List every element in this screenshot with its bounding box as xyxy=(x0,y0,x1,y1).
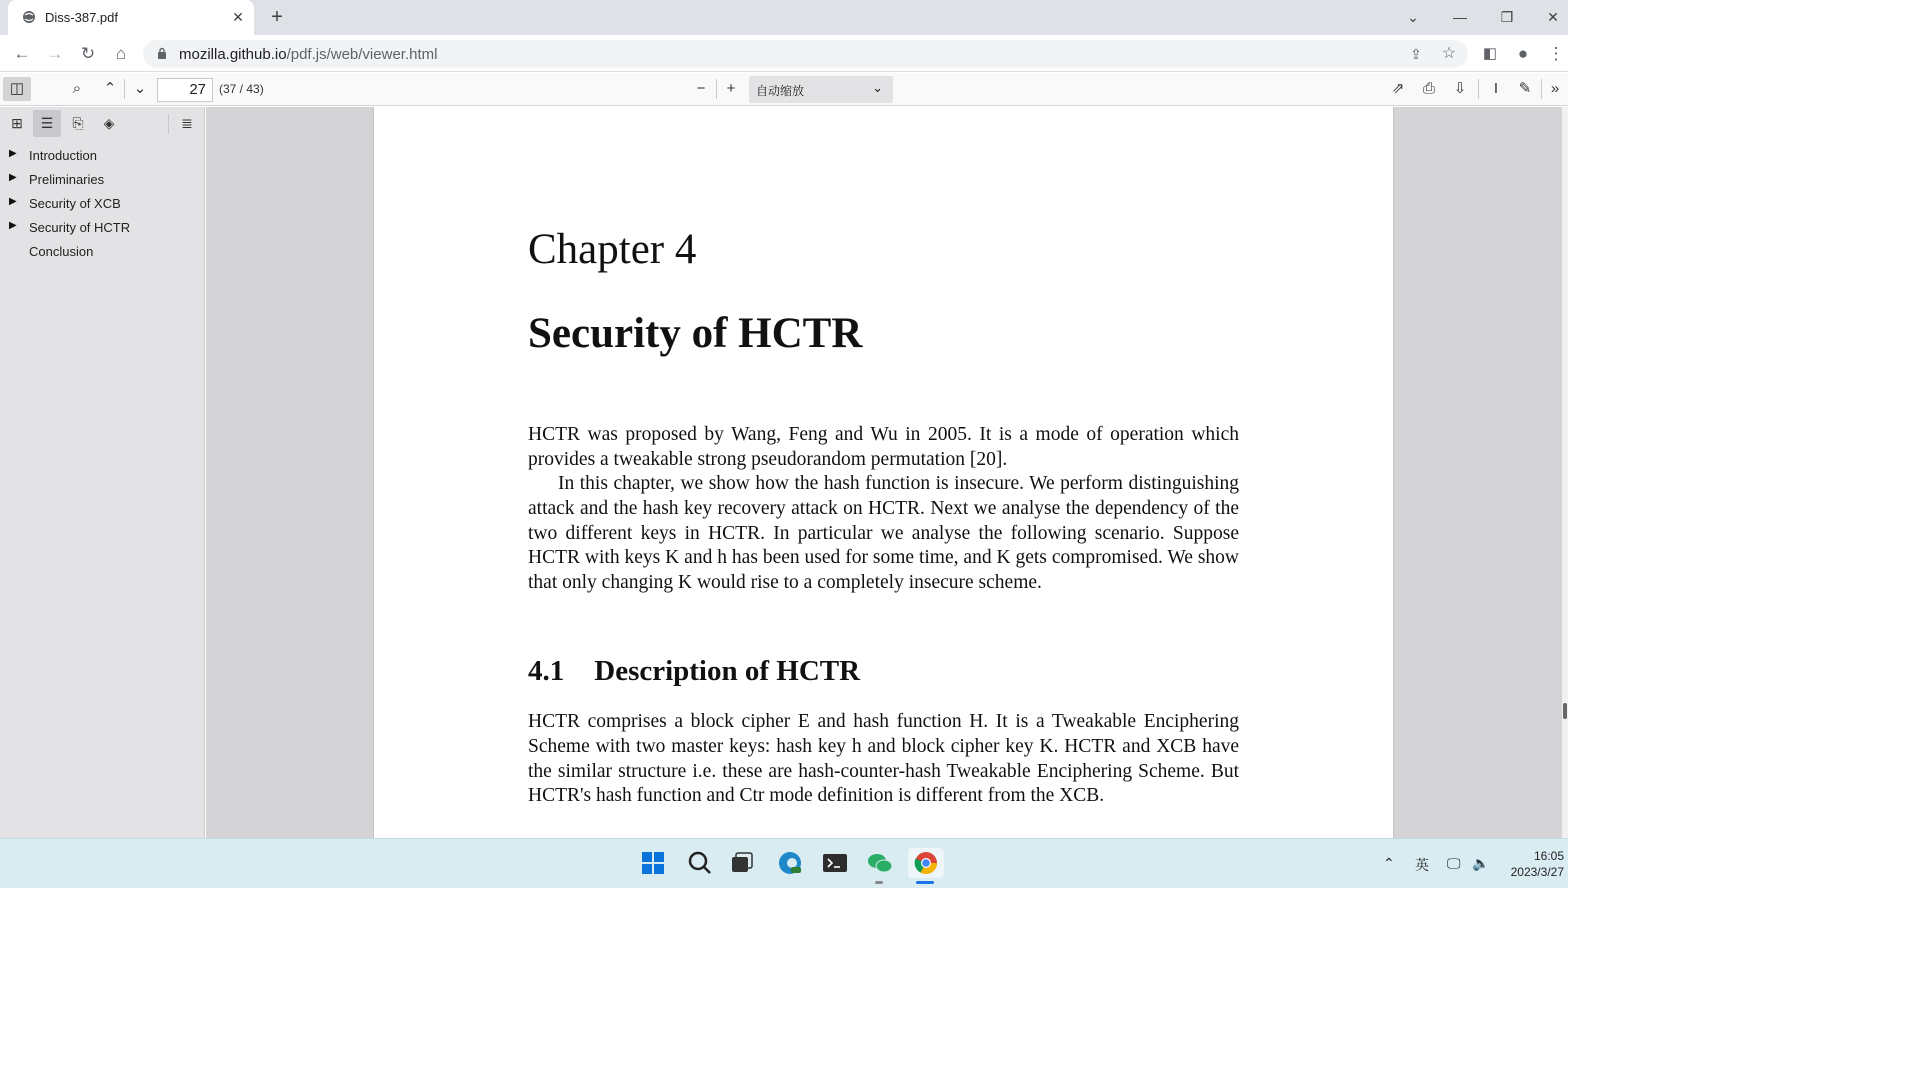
lock-icon xyxy=(157,47,167,60)
page-number-input[interactable]: 27 xyxy=(157,78,213,102)
description-paragraph: HCTR comprises a block cipher E and hash function H. It is a Tweakable Enciphering Scheme with two master keys: hash key h and block cipher key K. HCTR and XCB have the similar structure i.e. these are hash-counter-hash Tweakable Enciphering Scheme. But HCTR's hash function and Ctr mode definition is different from the XCB. xyxy=(528,711,1239,807)
tab-strip xyxy=(0,0,1568,35)
close-tab-icon[interactable]: ✕ xyxy=(232,9,244,25)
next-page-icon[interactable]: ⌄ xyxy=(133,80,147,97)
globe-icon xyxy=(22,10,36,24)
previous-page-icon[interactable]: ⌃ xyxy=(103,80,117,97)
back-arrow-icon[interactable]: ← xyxy=(13,44,31,63)
scrollbar-thumb[interactable] xyxy=(1563,703,1567,719)
toolbar-divider xyxy=(1541,79,1542,99)
outline-item-security-of-hctr[interactable] xyxy=(0,216,204,240)
new-tab-button[interactable]: + xyxy=(271,6,283,28)
address-bar[interactable] xyxy=(143,40,1468,68)
outline-item-conclusion[interactable] xyxy=(0,240,204,264)
thumbnails-icon[interactable]: ⊞ xyxy=(11,115,23,131)
terminal-icon[interactable] xyxy=(820,848,850,878)
outline-item-security-of-xcb[interactable] xyxy=(0,192,204,216)
expand-triangle-icon[interactable]: ▶ xyxy=(9,220,17,231)
restore-window-icon[interactable]: ❐ xyxy=(1500,9,1514,25)
windows-start-icon[interactable] xyxy=(638,848,668,878)
intro-paragraph: HCTR was proposed by Wang, Feng and Wu in 2005. It is a mode of operation which provides a tweakable strong pseudorandom permutation [20]. xyxy=(528,424,1239,470)
share-icon[interactable]: ⇪ xyxy=(1410,46,1422,62)
chrome-icon xyxy=(911,848,941,878)
navigation-bar xyxy=(0,35,1568,72)
print-icon[interactable]: ⎙ xyxy=(1422,80,1435,97)
reload-icon[interactable]: ↻ xyxy=(80,44,96,63)
tools-menu-icon[interactable]: » xyxy=(1550,80,1560,97)
layers-icon[interactable]: ◈ xyxy=(103,115,115,131)
url-text: mozilla.github.io/pdf.js/web/viewer.html xyxy=(179,46,438,63)
active-indicator xyxy=(916,881,934,884)
clock-date: 2023/3/27 xyxy=(1510,865,1564,879)
current-outline-item-icon[interactable]: ≣ xyxy=(181,115,193,131)
search-icon[interactable] xyxy=(685,848,715,878)
chevron-down-icon: ⌄ xyxy=(872,80,883,95)
toolbar-divider xyxy=(716,79,717,99)
toolbar-divider xyxy=(168,114,169,134)
profile-avatar-icon[interactable]: ● xyxy=(1517,44,1529,63)
expand-triangle-icon[interactable]: ▶ xyxy=(9,148,17,159)
input-method-indicator[interactable]: 英 xyxy=(1415,857,1429,873)
search-icon[interactable]: ⌕ xyxy=(72,80,82,97)
vertical-scrollbar[interactable] xyxy=(1562,107,1568,838)
show-hidden-icons-chevron-icon[interactable]: ⌃ xyxy=(1383,855,1395,871)
document-outline xyxy=(0,144,204,264)
wechat-icon[interactable] xyxy=(865,848,895,878)
outline-icon[interactable]: ☰ xyxy=(33,110,61,137)
edge-dev-icon[interactable] xyxy=(775,848,805,878)
open-file-icon[interactable]: ⇗ xyxy=(1391,80,1405,97)
pdf-page xyxy=(373,107,1394,838)
text-select-icon[interactable]: I xyxy=(1493,80,1499,97)
tab-title: Diss-387.pdf xyxy=(45,10,118,25)
download-icon[interactable]: ⇩ xyxy=(1453,80,1467,97)
zoom-select[interactable] xyxy=(749,76,893,103)
home-icon[interactable]: ⌂ xyxy=(115,44,127,63)
clock-time: 16:05 xyxy=(1533,849,1564,863)
section-number: 4.1 xyxy=(528,655,565,687)
sidebar-view-buttons xyxy=(0,107,204,140)
zoom-select-value: 自动缩放 xyxy=(756,84,805,98)
windows-taskbar xyxy=(0,838,1568,888)
bookmark-star-icon[interactable]: ☆ xyxy=(1441,45,1457,62)
chapter-overview-paragraph: In this chapter, we show how the hash function is insecure. We perform distinguishing attack and the hash key recovery attack on HCTR. Next we analyse the dependency of the two different keys in HCTR. In particular we analyse the following scenario. Suppose HCTR with keys K and h has been used for some time, and K gets compromised. We show that only changing K would rise to a completely insecure scheme. xyxy=(528,473,1239,594)
task-view-icon[interactable] xyxy=(727,848,757,878)
expand-triangle-icon[interactable]: ▶ xyxy=(9,172,17,183)
outline-item-label[interactable]: Preliminaries xyxy=(29,172,105,187)
outline-item-introduction[interactable] xyxy=(0,144,204,168)
close-window-icon[interactable]: ✕ xyxy=(1547,9,1559,25)
forward-arrow-icon[interactable]: → xyxy=(46,44,64,63)
chapter-title: Security of HCTR xyxy=(528,310,863,357)
outline-item-label[interactable]: Security of HCTR xyxy=(29,220,131,235)
toolbar-divider xyxy=(124,79,125,99)
attachments-icon[interactable]: ⎘ xyxy=(72,115,84,131)
section-heading xyxy=(528,655,860,688)
minimize-window-icon[interactable]: — xyxy=(1453,9,1467,25)
browser-tab[interactable] xyxy=(8,0,254,35)
running-indicator xyxy=(875,881,883,884)
zoom-in-icon[interactable]: + xyxy=(726,80,736,97)
pdf-viewer[interactable] xyxy=(206,107,1562,838)
outline-item-label[interactable]: Conclusion xyxy=(29,244,94,259)
system-clock[interactable] xyxy=(1504,848,1564,880)
outline-item-label[interactable]: Security of XCB xyxy=(29,196,121,211)
page-count: (37 / 43) xyxy=(219,82,264,96)
section-title: Description of HCTR xyxy=(594,655,861,687)
sidebar-toggle-icon[interactable]: ◫ xyxy=(3,77,31,101)
pdf-sidebar xyxy=(0,107,205,838)
toolbar-divider xyxy=(1478,79,1479,99)
outline-item-label[interactable]: Introduction xyxy=(29,148,97,163)
chrome-taskbar-button[interactable] xyxy=(908,848,944,878)
side-panel-icon[interactable]: ◧ xyxy=(1482,45,1498,62)
zoom-out-icon[interactable]: − xyxy=(696,80,706,97)
tab-search-chevron-icon[interactable]: ⌄ xyxy=(1407,9,1419,25)
edit-pen-icon[interactable]: ✎ xyxy=(1518,80,1532,97)
outline-item-preliminaries[interactable] xyxy=(0,168,204,192)
expand-triangle-icon[interactable]: ▶ xyxy=(9,196,17,207)
pdf-toolbar xyxy=(0,73,1568,106)
more-menu-icon[interactable]: ⋮ xyxy=(1547,44,1565,63)
volume-icon[interactable]: 🔈 xyxy=(1472,855,1490,871)
chapter-heading: Chapter 4 xyxy=(528,226,697,273)
network-icon[interactable]: 🖵 xyxy=(1447,855,1461,871)
